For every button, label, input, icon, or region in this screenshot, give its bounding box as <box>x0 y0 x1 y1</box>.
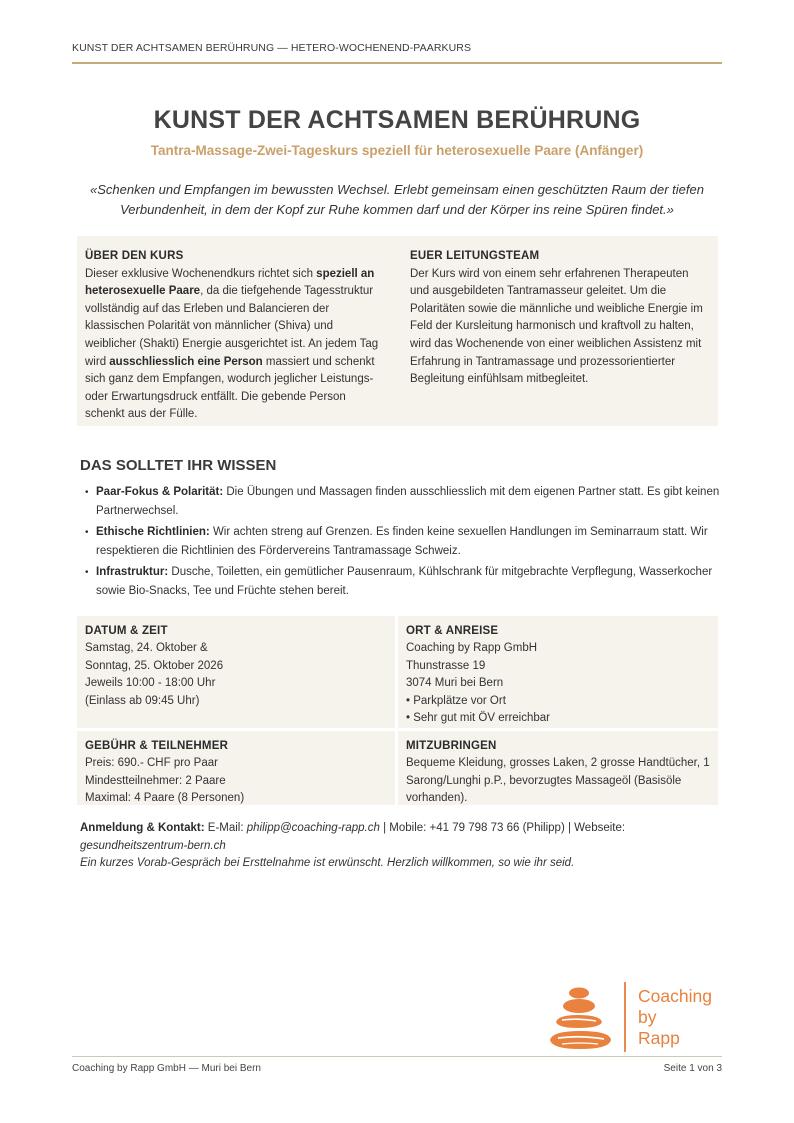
logo-line: Rapp <box>638 1028 680 1048</box>
contact-block <box>80 820 720 873</box>
logo-divider <box>624 982 626 1052</box>
team-text: Der Kurs wird von einem sehr erfahrenen Therapeuten und ausgebildeten Tantramasseur geleitet. Um die Polaritäten sowie die männliche und weibliche Energie im Feld der Kursleitung harmonisch und kraftvoll zu halten, wird das Wochenende von einer weiblichen Assistenz mit Erfahrung in Tantramassage und prozessorientierter Begleitung einfühlsam mitbegleitet. <box>410 267 703 386</box>
bring-cell <box>398 731 718 805</box>
list-item <box>84 483 720 521</box>
page-subtitle: Tantra-Massage-Zwei-Tageskurs speziell für heterosexuelle Paare (Anfänger) <box>150 143 644 158</box>
footer-rule <box>72 1056 722 1057</box>
logo-line: by <box>638 1007 657 1027</box>
location-line: Thunstrasse 19 <box>406 659 486 672</box>
fee-cell <box>77 731 395 805</box>
header-rule <box>72 62 722 64</box>
contact-label: Anmeldung & Kontakt: <box>80 822 205 834</box>
location-heading: ORT & ANREISE <box>406 625 499 637</box>
contact-note <box>80 855 720 873</box>
fee-line: Preis: 690.- CHF pro Paar <box>85 757 218 770</box>
website-link[interactable]: gesundheitszentrum-bern.ch <box>80 839 226 852</box>
fee-line: Mindestteilnehmer: 2 Paare <box>85 774 226 787</box>
know-heading: DAS SOLLTET IHR WISSEN <box>80 457 277 474</box>
page-title: KUNST DER ACHTSAMEN BERÜHRUNG <box>153 106 641 134</box>
list-item-label: Infrastruktur: <box>96 566 169 578</box>
bullet-icon: • <box>85 527 89 538</box>
contact-mobile: | Mobile: +41 79 798 73 66 (Philipp) | Webseite: <box>379 822 626 834</box>
contact-email-prefix: E-Mail: <box>204 822 247 834</box>
bring-text: Bequeme Kleidung, grosses Laken, 2 grosse Handtücher, 1 Sarong/Lunghi p.P., bevorzugtes Massageöl (Basisöle vorhanden). <box>406 757 710 805</box>
bring-heading: MITZUBRINGEN <box>406 740 497 752</box>
list-item-text: Die Übungen und Massagen finden ausschliesslich mit dem eigenen Partner statt. Es gibt keinen Partnerwechsel. <box>96 486 720 517</box>
page-number: Seite 1 von 3 <box>663 1063 722 1074</box>
location-line: 3074 Muri bei Bern <box>406 677 504 690</box>
footer-company: Coaching by Rapp GmbH — Muri bei Bern <box>72 1063 261 1074</box>
admission-line: (Einlass ab 09:45 Uhr) <box>85 694 200 707</box>
team-column <box>410 248 710 389</box>
about-heading: ÜBER DEN KURS <box>85 250 184 262</box>
email-link[interactable]: philipp@coaching-rapp.ch <box>246 822 380 834</box>
date-line: Sonntag, 25. Oktober 2026 <box>85 659 224 672</box>
bullet-icon: • <box>85 487 89 498</box>
info-box <box>77 236 718 426</box>
about-emphasis-one-person: ausschliesslich eine Person <box>109 355 263 368</box>
company-logo <box>548 982 728 1054</box>
know-list <box>84 483 720 603</box>
list-item-label: Ethische Richtlinien: <box>96 526 210 538</box>
location-cell <box>398 616 718 728</box>
about-text-part: massiert und schenkt sich ganz dem Empfangen, wodurch jeglicher Leistungs- oder Erwartungsdruck entfällt. Die gebende Person schenkt aus der Fülle. <box>85 355 375 421</box>
about-course-column <box>85 248 387 424</box>
contact-line <box>80 820 720 855</box>
about-text-part: , da die tiefgehende Tagesstruktur vollständig auf das Erleben und Balancieren der klassischen Polarität von männlicher (Shiva) und weiblicher (Shakti) Energie ausgerichtet ist. An jedem Tag wird <box>85 285 379 368</box>
stacked-stones-icon <box>548 982 618 1054</box>
about-text-part: Dieser exklusive Wochenendkurs richtet sich <box>85 267 317 280</box>
location-line: • Sehr gut mit ÖV erreichbar <box>406 712 550 725</box>
date-line: Samstag, 24. Oktober & <box>85 642 208 655</box>
bullet-icon: • <box>85 567 89 578</box>
list-item <box>84 523 720 561</box>
location-line: Coaching by Rapp GmbH <box>406 642 538 655</box>
about-emphasis-couples: speziell an heterosexuelle Paare <box>85 267 375 298</box>
list-item-text: Wir achten streng auf Grenzen. Es finden keine sexuellen Handlungen im Seminarraum statt. Wir respektieren die Richtlinien des Fördervereins Tantramassage Schweiz. <box>96 526 708 557</box>
intro-quote: «Schenken und Empfangen im bewussten Wechsel. Erlebt gemeinsam einen geschützten Raum der tiefen Verbundenheit, in dem der Kopf zur Ruhe kommen darf und der Körper ins reine Spüren findet.» <box>89 182 704 217</box>
location-line: • Parkplätze vor Ort <box>406 694 506 707</box>
fee-line: Maximal: 4 Paare (8 Personen) <box>85 792 245 805</box>
contact-note-text: Ein kurzes Vorab-Gespräch bei Ersttelnahme ist erwünscht. Herzlich willkommen, so wie ihr seid. <box>80 857 575 869</box>
running-header: KUNST DER ACHTSAMEN BERÜHRUNG — HETERO-WOCHENEND-PAARKURS <box>72 42 472 54</box>
date-heading: DATUM & ZEIT <box>85 625 168 637</box>
list-item-label: Paar-Fokus & Polarität: <box>96 486 224 498</box>
logo-line: Coaching <box>638 986 712 1006</box>
time-line: Jeweils 10:00 - 18:00 Uhr <box>85 677 216 690</box>
list-item <box>84 563 720 601</box>
about-text <box>85 266 387 424</box>
logo-wordmark <box>638 986 712 1049</box>
list-item-text: Dusche, Toiletten, ein gemütlicher Pausenraum, Kühlschrank für mitgebrachte Verpflegung, Wasserkocher sowie Bio-Snacks, Tee und Früchte stehen bereit. <box>96 566 713 597</box>
team-heading: EUER LEITUNGSTEAM <box>410 250 540 262</box>
date-time-cell <box>77 616 395 728</box>
fee-heading: GEBÜHR & TEILNEHMER <box>85 740 229 752</box>
